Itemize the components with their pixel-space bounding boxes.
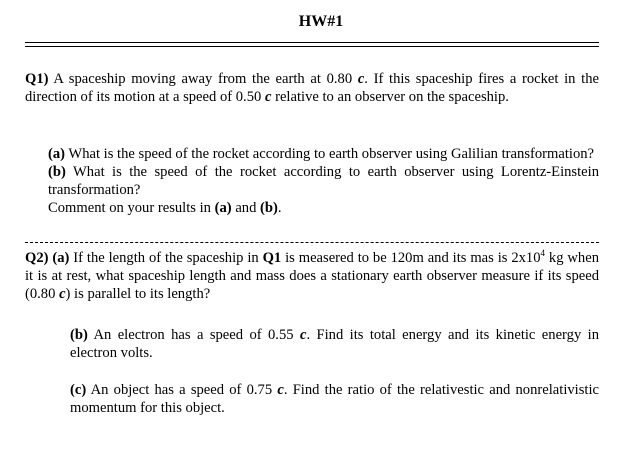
- q1-c-symbol-1: c: [357, 71, 365, 87]
- q1-c-symbol-2: c: [264, 89, 272, 105]
- q1-part-b: [48, 163, 599, 199]
- q2-b-text-2: . Find its total energy and its kinetic energy in electron volts.: [70, 327, 599, 361]
- q1-a-text: What is the speed of the rocket according to earth observer using Galilian transformation?: [68, 146, 595, 162]
- q1-text-part2: . If this spaceship fires a rocket in the direction of its motion at a speed of 0.50: [25, 71, 599, 105]
- q1-part-a: [48, 145, 599, 163]
- q1-comment-b: (b): [260, 200, 278, 216]
- q2-c-text-2: . Find the ratio of the relativestic and nonrelativistic momentum for this object.: [70, 382, 599, 416]
- q2-b-c-symbol: c: [299, 327, 307, 343]
- q1-comment-text: Comment on your results in: [48, 200, 211, 216]
- question-2-part-a: [25, 249, 599, 303]
- q2-label: Q2) (a): [25, 250, 70, 266]
- double-divider: [25, 42, 599, 47]
- q1-text-part1: A spaceship moving away from the earth at 0.80: [53, 71, 353, 87]
- q2-c-c-symbol: c: [277, 382, 284, 398]
- question-1: [25, 70, 599, 106]
- q1-b-text: What is the speed of the rocket according to earth observer using Lorentz-Einstein transformation?: [48, 164, 599, 198]
- q2-b-label: (b): [70, 327, 88, 343]
- q2-b-text-1: An electron has a speed of 0.55: [93, 327, 294, 343]
- question-2-part-c: [70, 381, 599, 417]
- q2-a-text-1: If the length of the spaceship in: [73, 250, 259, 266]
- q2-a-text-3: kg when it is at rest, what spaceship length and mass does a stationary earth observer measure if its speed (0.80: [25, 250, 599, 302]
- dashed-divider: [25, 242, 599, 243]
- q1-comment-and: and: [235, 200, 257, 216]
- q1-comment-a: (a): [214, 200, 232, 216]
- q2-a-text-2: is measered to be 120m and its mas is 2x10: [285, 250, 541, 266]
- q1-b-label: (b): [48, 164, 66, 180]
- question-1-subparts: [48, 145, 599, 217]
- q2-c-text-1: An object has a speed of 0.75: [90, 382, 273, 398]
- q2-a-c-symbol: c: [59, 286, 66, 302]
- q1-label: Q1): [25, 71, 49, 87]
- q2-a-text-4: ) is parallel to its length?: [65, 286, 211, 302]
- q1-comment: [48, 199, 599, 217]
- page-title: HW#1: [298, 13, 344, 30]
- q2-a-q1-ref: Q1: [262, 250, 282, 266]
- q2-c-label: (c): [70, 382, 87, 398]
- q2-a-exponent: 4: [540, 248, 546, 258]
- q1-comment-end: .: [277, 200, 282, 216]
- q1-text-part3: relative to an observer on the spaceship.: [275, 89, 509, 105]
- q1-a-label: (a): [48, 146, 66, 162]
- question-2-part-b: [70, 326, 599, 362]
